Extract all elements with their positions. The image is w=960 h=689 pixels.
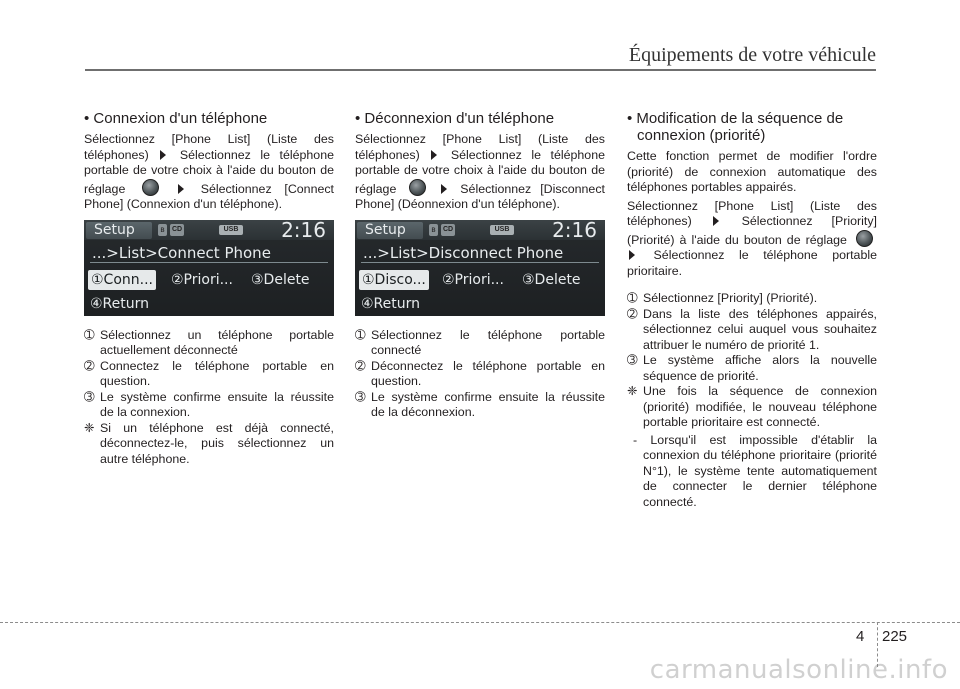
section-heading: • Modification de la séquence de connexion (priorité) <box>627 110 844 144</box>
display-screen <box>84 220 334 316</box>
cd-icon: CD <box>170 224 184 236</box>
bluetooth-icon: ʙ <box>158 224 167 236</box>
menu-option-return: ④Return <box>361 295 421 312</box>
setup-tab: Setup <box>357 222 423 239</box>
menu-option-delete: ③Delete <box>522 271 581 288</box>
menu-option-disconnect: ①Disco... <box>359 270 429 290</box>
column-priority <box>627 110 877 510</box>
arrow-right-icon <box>431 150 437 160</box>
arrow-right-icon <box>441 184 447 194</box>
screen-clock: 2:16 <box>552 219 597 242</box>
instruction-text: Sélectionnez le téléphone portable de votre choix à l'aide du bouton de réglage <box>84 147 334 196</box>
page-number: 225 <box>882 628 908 645</box>
tune-knob-icon <box>142 179 159 196</box>
display-screen <box>355 220 605 316</box>
watermark: carmanualsonline.info <box>649 655 948 685</box>
tune-knob-icon <box>856 230 873 247</box>
header-rule <box>85 69 876 71</box>
instruction-text: Sélectionnez le téléphone portable de votre choix à l'aide du bouton de réglage <box>355 147 605 196</box>
instruction-text: Sélectionnez [Phone List] (Liste des téléphones) <box>355 132 605 162</box>
instruction-text: Sélectionnez le téléphone portable prioritaire. <box>627 248 877 278</box>
instruction-paragraph <box>84 132 334 213</box>
column-connect <box>84 110 334 467</box>
screen-divider <box>361 262 599 263</box>
usb-icon: USB <box>219 225 243 235</box>
column-disconnect <box>355 110 605 421</box>
instruction-text: Sélectionnez [Connect Phone] (Connexion d'un téléphone). <box>84 181 334 211</box>
instruction-paragraph <box>627 199 877 280</box>
menu-option-connect: ①Conn... <box>88 270 156 290</box>
list-item: ➁ Déconnectez le téléphone portable en question. <box>355 358 605 388</box>
page-header-title: Équipements de votre véhicule <box>628 44 876 66</box>
list-item: ➀ Sélectionnez un téléphone portable actuellement déconnecté <box>84 327 334 357</box>
list-item: ➀ Sélectionnez le téléphone portable connecté <box>355 327 605 357</box>
arrow-right-icon <box>160 150 166 160</box>
section-number: 4 <box>856 628 865 645</box>
note-item: ❈ Si un téléphone est déjà connecté, déconnectez-le, puis sélectionnez un autre téléphone. <box>84 420 334 466</box>
instruction-text: Sélectionnez [Phone List] (Liste des téléphones) <box>627 198 877 228</box>
setup-tab: Setup <box>86 222 152 239</box>
list-item: ➁ Dans la liste des téléphones appairés, sélectionnez celui auquel vous souhaitez attribuer le numéro de priorité 1. <box>627 306 877 352</box>
menu-option-return: ④Return <box>90 295 150 312</box>
screen-divider <box>90 262 328 263</box>
intro-paragraph: Cette fonction permet de modifier l'ordre (priorité) de connexion automatique des téléphones portables appairés. <box>627 149 877 194</box>
sub-note-item: - Lorsqu'il est impossible d'établir la connexion du téléphone prioritaire (priorité N°1), le système tente automatiquement de connecter le dernier téléphone connecté. <box>633 432 877 509</box>
arrow-right-icon <box>629 250 635 260</box>
screen-path: ...>List>Disconnect Phone <box>363 243 564 262</box>
screen-clock: 2:16 <box>281 219 326 242</box>
menu-option-priority: ②Priori... <box>171 271 233 288</box>
instruction-text: Sélectionnez [Priority] (Priorité) à l'aide du bouton de réglage <box>627 214 877 247</box>
instruction-text: Sélectionnez [Phone List] (Liste des téléphones) <box>84 132 334 162</box>
menu-option-priority: ②Priori... <box>442 271 504 288</box>
screen-path: ...>List>Connect Phone <box>92 243 271 262</box>
section-heading: • Déconnexion d'un téléphone <box>355 110 555 127</box>
list-item: ➀ Sélectionnez [Priority] (Priorité). <box>627 291 818 305</box>
cd-icon: CD <box>441 224 455 236</box>
list-item: ➁ Connectez le téléphone portable en question. <box>84 358 334 388</box>
footer-rule <box>0 622 960 623</box>
list-item: ➂ Le système confirme ensuite la réussite de la connexion. <box>84 389 334 419</box>
arrow-right-icon <box>178 184 184 194</box>
section-heading: • Connexion d'un téléphone <box>84 110 268 127</box>
list-item: ➂ Le système affiche alors la nouvelle séquence de priorité. <box>627 353 877 383</box>
instruction-text: Sélectionnez [Disconnect Phone] (Déonnexion d'un téléphone). <box>355 181 605 211</box>
usb-icon: USB <box>490 225 514 235</box>
bluetooth-icon: ʙ <box>429 224 438 236</box>
menu-option-delete: ③Delete <box>251 271 310 288</box>
instruction-paragraph <box>355 132 605 213</box>
tune-knob-icon <box>409 179 426 196</box>
list-item: ➂ Le système confirme ensuite la réussite de la déconnexion. <box>355 389 605 419</box>
arrow-right-icon <box>713 216 719 226</box>
note-item: ❈ Une fois la séquence de connexion (priorité) modifiée, le nouveau téléphone portable prioritaire est connecté. <box>627 384 877 429</box>
